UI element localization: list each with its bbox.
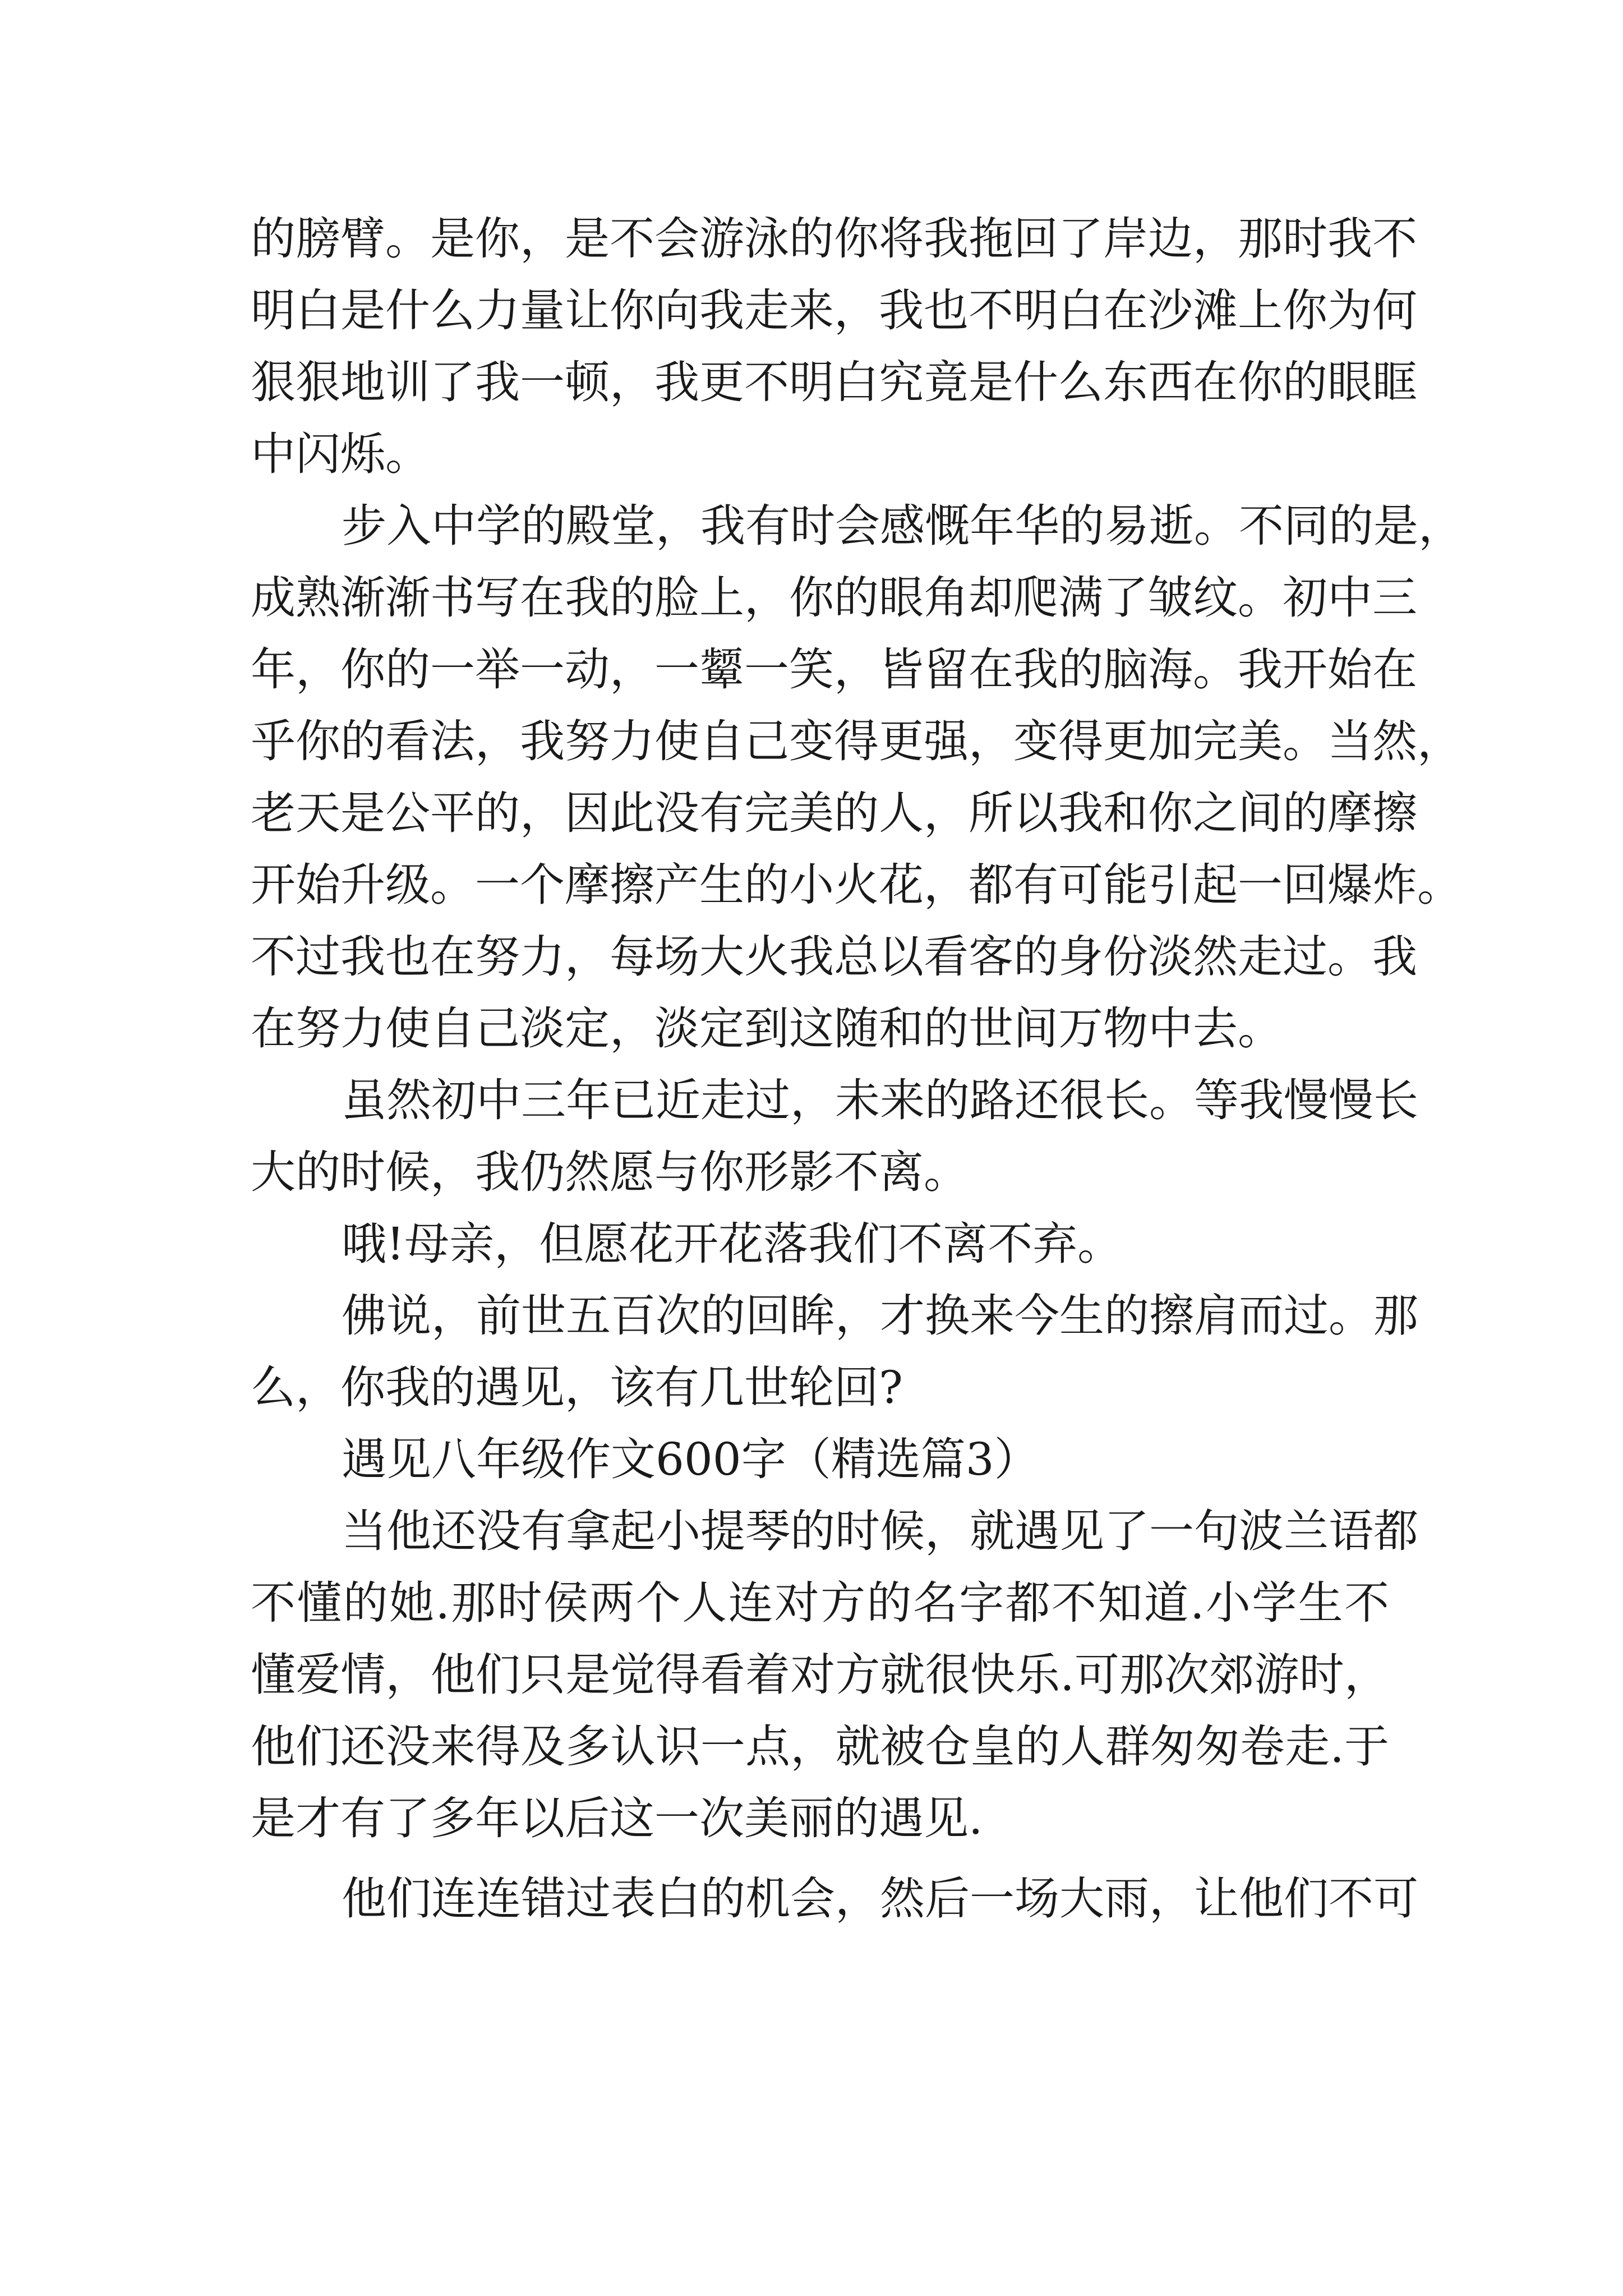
text-line: 在努力使自己淡定，淡定到这随和的世间万物中去。 xyxy=(251,1002,1283,1055)
text-line: 当他还没有拿起小提琴的时候，就遇见了一句波兰语都 xyxy=(342,1505,1418,1557)
text-line: 年，你的一举一动，一颦一笑，皆留在我的脑海。我开始在 xyxy=(251,643,1417,696)
text-line: 不懂的她.那时侯两个人连对方的名字都不知道.小学生不 xyxy=(251,1577,1389,1629)
text-line: 佛说，前世五百次的回眸，才换来今生的擦肩而过。那 xyxy=(342,1290,1418,1342)
text-line: 开始升级。一个摩擦产生的小火花，都有可能引起一回爆炸。 xyxy=(251,859,1462,911)
text-line: 步入中学的殿堂，我有时会感慨年华的易逝。不同的是， xyxy=(342,500,1463,552)
text-line: 老天是公平的，因此没有完美的人，所以我和你之间的摩擦 xyxy=(251,787,1417,839)
text-line: 狠狠地训了我一顿，我更不明白究竟是什么东西在你的眼眶 xyxy=(251,356,1417,408)
text-line: 的膀臂。是你，是不会游泳的你将我拖回了岸边，那时我不 xyxy=(251,213,1417,265)
text-line: 懂爱情，他们只是觉得看着对方就很快乐.可那次郊游时， xyxy=(251,1649,1389,1701)
text-line: 虽然初中三年已近走过，未来的路还很长。等我慢慢长 xyxy=(342,1074,1418,1126)
text-line: 大的时候，我仍然愿与你形影不离。 xyxy=(251,1146,969,1198)
text-line: 他们还没来得及多认识一点，就被仓皇的人群匆匆卷走.于 xyxy=(251,1720,1389,1773)
text-line: 成熟渐渐书写在我的脸上，你的眼角却爬满了皱纹。初中三 xyxy=(251,572,1417,624)
text-line: 中闪烁。 xyxy=(251,428,430,480)
text-line: 他们连连错过表白的机会，然后一场大雨，让他们不可 xyxy=(342,1872,1418,1925)
text-line: 是才有了多年以后这一次美丽的遇见. xyxy=(251,1792,983,1844)
document-body xyxy=(251,203,1463,1935)
text-line: 乎你的看法，我努力使自己变得更强，变得更加完美。当然， xyxy=(251,715,1462,767)
text-line: 不过我也在努力，每场大火我总以看客的身份淡然走过。我 xyxy=(251,931,1417,983)
text-line: 么，你我的遇见，该有几世轮回? xyxy=(251,1361,903,1414)
section-heading: 遇见八年级作文600字（精选篇3） xyxy=(342,1433,1039,1485)
text-line: 哦!母亲，但愿花开花落我们不离不弃。 xyxy=(342,1218,1123,1270)
text-line: 明白是什么力量让你向我走来，我也不明白在沙滩上你为何 xyxy=(251,284,1417,337)
